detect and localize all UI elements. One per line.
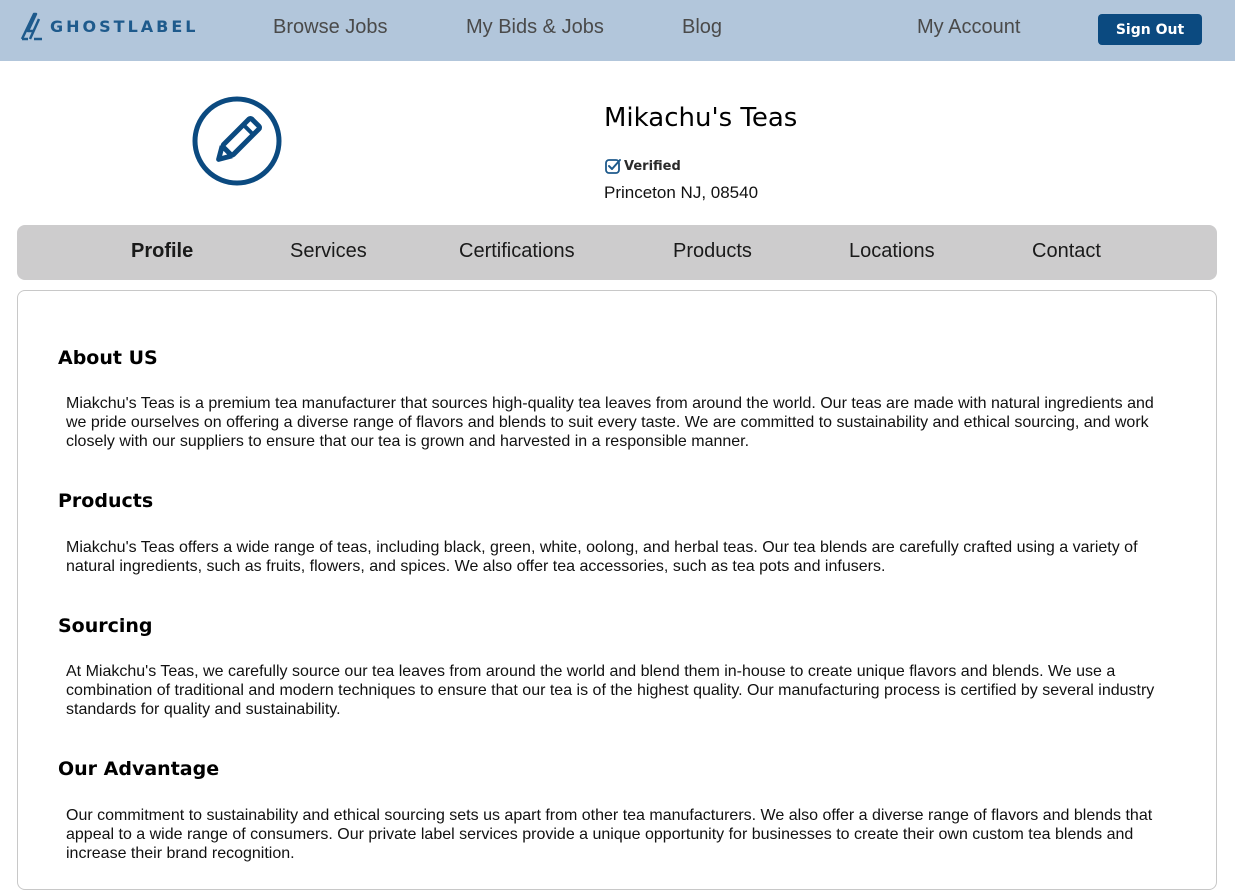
products-text: Miakchu's Teas offers a wide range of teas, including black, green, white, oolong, and herbal teas. Our tea blends are carefully crafted using a variety of natural ingredients, such as fruits, flowers, and spices. We also offer tea accessories, such as tea pots and infusers.	[66, 539, 1138, 575]
profile-content-panel	[17, 290, 1217, 890]
about-heading: About US	[58, 347, 158, 369]
sourcing-text: At Miakchu's Teas, we carefully source our tea leaves from around the world and blend them in-house to create unique flavors and blends. We use a combination of traditional and modern techniques to ensure that our tea is of the highest quality. Our manufacturing process is certified by several industry standards for quality and sustainability.	[66, 663, 1155, 718]
top-navbar	[0, 0, 1235, 61]
nav-my-bids-jobs[interactable]: My Bids & Jobs	[466, 16, 604, 38]
tab-services[interactable]: Services	[290, 240, 367, 262]
sourcing-heading: Sourcing	[58, 615, 153, 637]
verified-badge	[604, 157, 681, 175]
tab-products[interactable]: Products	[673, 240, 752, 262]
sign-out-button[interactable]: Sign Out	[1098, 14, 1202, 45]
tab-locations[interactable]: Locations	[849, 240, 935, 262]
products-heading: Products	[58, 490, 154, 512]
tab-profile[interactable]: Profile	[131, 240, 194, 262]
logo-mark-icon	[20, 11, 48, 41]
profile-tab-bar	[17, 225, 1217, 280]
ghostlabel-logo[interactable]	[20, 10, 198, 42]
nav-my-account[interactable]: My Account	[917, 16, 1021, 38]
verified-label: Verified	[624, 158, 681, 174]
advantage-text: Our commitment to sustainability and ethical sourcing sets us apart from other tea manufacturers. We also offer a diverse range of flavors and blends that appeal to a wide range of consumers. Our private label services provide a unique opportunity for businesses to create their own custom tea blends and increase their brand recognition.	[66, 807, 1153, 862]
about-text: Miakchu's Teas is a premium tea manufacturer that sources high-quality tea leaves from around the world. Our teas are made with natural ingredients and we pride ourselves on offering a diverse range of flavors and blends to suit every taste. We are committed to sustainability and ethical sourcing, and work closely with our suppliers to ensure that our tea is grown and harvested in a responsible manner.	[66, 395, 1154, 450]
advantage-heading: Our Advantage	[58, 758, 220, 780]
tab-certifications[interactable]: Certifications	[459, 240, 575, 262]
tab-contact[interactable]: Contact	[1032, 240, 1101, 262]
business-location: Princeton NJ, 08540	[604, 183, 759, 202]
verified-check-icon	[604, 157, 622, 175]
logo-text: GHOSTLABEL	[50, 16, 199, 36]
pencil-icon	[191, 95, 283, 187]
nav-browse-jobs[interactable]: Browse Jobs	[273, 16, 388, 38]
nav-blog[interactable]: Blog	[682, 16, 723, 38]
profile-avatar[interactable]	[191, 95, 283, 187]
business-name: Mikachu's Teas	[604, 103, 798, 133]
